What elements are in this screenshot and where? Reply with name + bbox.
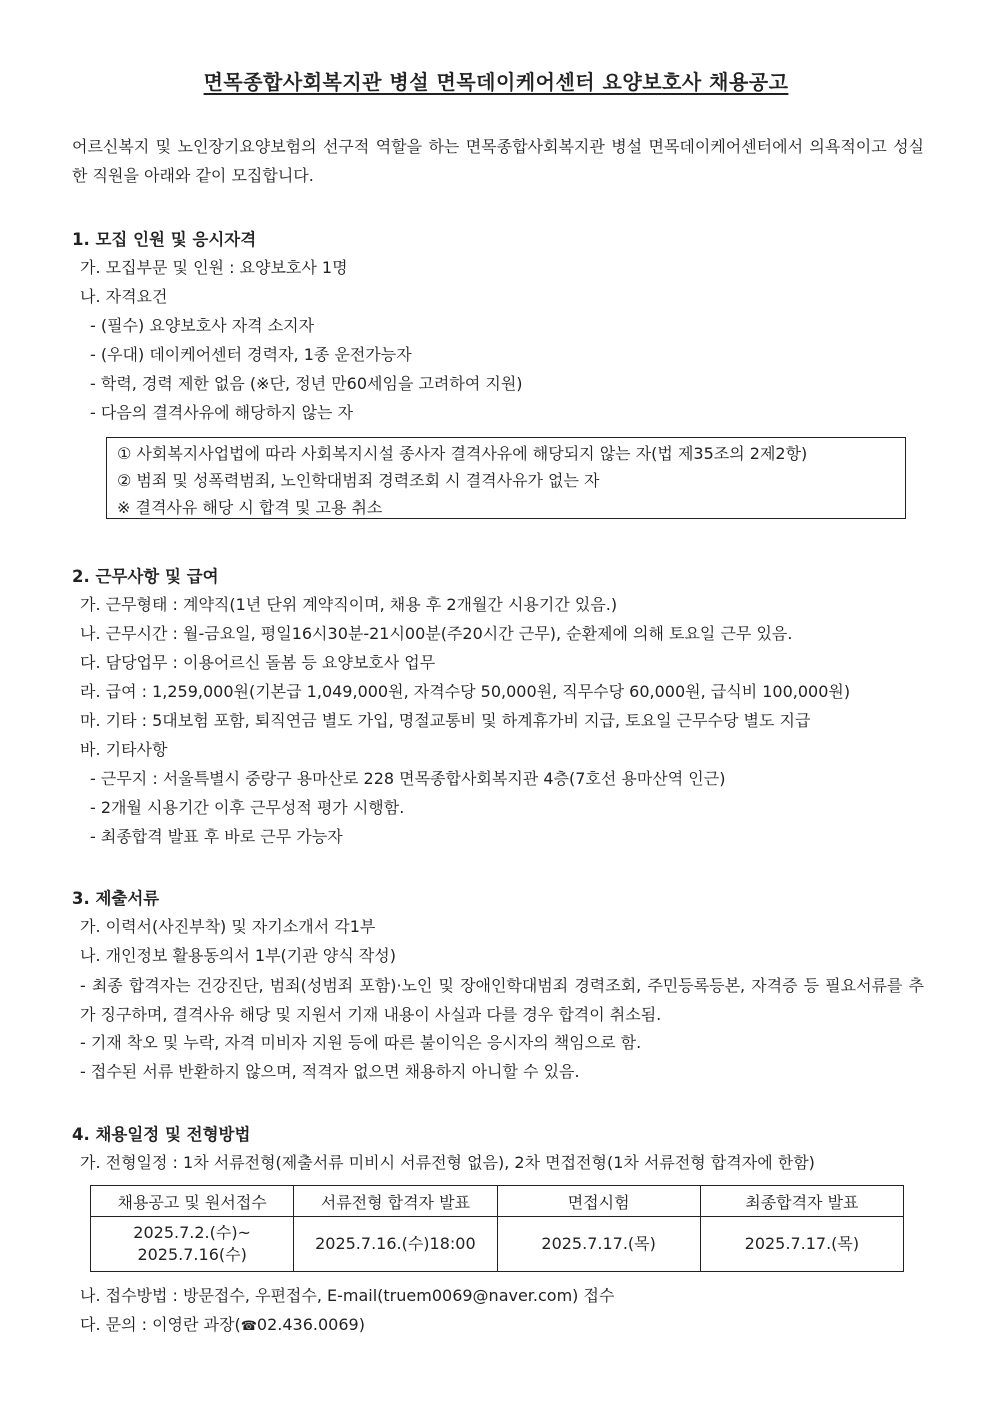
- application-start: 2025.7.2.(수)~: [133, 1223, 251, 1242]
- s4-item-b: 나. 접수방법 : 방문접수, 우편접수, E-mail(truem0069@naver.com) 접수: [80, 1286, 615, 1305]
- s3-note-3: - 접수된 서류 반환하지 않으며, 적격자 없으면 채용하지 아니할 수 있음.: [80, 1062, 580, 1081]
- section-3-heading: 3. 제출서류: [72, 889, 160, 908]
- s1-item-a: 가. 모집부문 및 인원 : 요양보호사 1명: [80, 258, 348, 277]
- schedule-header-cell: 채용공고 및 원서접수: [91, 1186, 294, 1217]
- schedule-header-row: [91, 1186, 904, 1217]
- s4-item-c: [80, 1312, 365, 1335]
- disqualification-item-2: ② 범죄 및 성폭력범죄, 노인학대범죄 경력조회 시 결격사유가 없는 자: [117, 471, 600, 490]
- s2-item-f3: - 최종합격 발표 후 바로 근무 가능자: [90, 827, 343, 846]
- schedule-cell-document-result: 2025.7.16.(수)18:00: [294, 1217, 497, 1272]
- disqualification-box: [106, 437, 906, 519]
- schedule-cell-application-period: [91, 1217, 294, 1272]
- s2-item-d: 라. 급여 : 1,259,000원(기본급 1,049,000원, 자격수당 50,000원, 직무수당 60,000원, 급식비 100,000원): [80, 682, 851, 701]
- schedule-cell-interview: 2025.7.17.(목): [497, 1217, 700, 1272]
- s2-item-f: 바. 기타사항: [80, 740, 168, 759]
- s3-item-b: 나. 개인정보 활용동의서 1부(기관 양식 작성): [80, 946, 396, 965]
- s1-item-b3: - 학력, 경력 제한 없음 (※단, 정년 만60세임을 고려하여 지원): [90, 374, 523, 393]
- intro-paragraph: 어르신복지 및 노인장기요양보험의 선구적 역할을 하는 면목종합사회복지관 병설 면목데이케어센터에서 의욕적이고 성실한 직원을 아래와 같이 모집합니다.: [72, 137, 924, 185]
- s3-item-a: 가. 이력서(사진부착) 및 자기소개서 각1부: [80, 917, 376, 936]
- section-1-heading: 1. 모집 인원 및 응시자격: [72, 230, 257, 249]
- disqualification-note: ※ 결격사유 해당 시 합격 및 고용 취소: [117, 498, 383, 517]
- schedule-header-cell: 서류전형 합격자 발표: [294, 1186, 497, 1217]
- section-2-heading: 2. 근무사항 및 급여: [72, 567, 219, 586]
- schedule-table: [90, 1185, 904, 1272]
- disqualification-item-1: ① 사회복지사업법에 따라 사회복지시설 종사자 결격사유에 해당되지 않는 자(법 제35조의 2제2항): [117, 444, 808, 463]
- s1-item-b1: - (필수) 요양보호사 자격 소지자: [90, 316, 315, 335]
- s1-item-b: 나. 자격요건: [80, 287, 168, 306]
- schedule-cell-final-result: 2025.7.17.(목): [700, 1217, 903, 1272]
- section-4-heading: 4. 채용일정 및 전형방법: [72, 1125, 251, 1144]
- s3-note-2: - 기재 착오 및 누락, 자격 미비자 지원 등에 따른 불이익은 응시자의 책임으로 함.: [80, 1033, 642, 1052]
- page-title: 면목종합사회복지관 병설 면목데이케어센터 요양보호사 채용공고: [203, 70, 789, 94]
- s4-item-a: 가. 전형일정 : 1차 서류전형(제출서류 미비시 서류전형 없음), 2차 면접전형(1차 서류전형 합격자에 한함): [80, 1153, 815, 1172]
- s2-item-a: 가. 근무형태 : 계약직(1년 단위 계약직이며, 채용 후 2개월간 시용기간 있음.): [80, 595, 618, 614]
- contact-phone: 02.436.0069): [256, 1315, 365, 1334]
- s3-note-1: - 최종 합격자는 건강진단, 범죄(성범죄 포함)·노인 및 장애인학대범죄 경력조회, 주민등록등본, 자격증 등 필요서류를 추가 징구하며, 결격사유 해당 및 지원서 기재 내용이 사실과 다를 경우 합격이 취소됨.: [80, 976, 924, 1024]
- s1-item-b4: - 다음의 결격사유에 해당하지 않는 자: [90, 403, 354, 422]
- phone-icon: ☎: [240, 1319, 257, 1334]
- s1-item-b2: - (우대) 데이케어센터 경력자, 1종 운전가능자: [90, 345, 412, 364]
- s2-item-b: 나. 근무시간 : 월-금요일, 평일16시30분-21시00분(주20시간 근무), 순환제에 의해 토요일 근무 있음.: [80, 624, 793, 643]
- s2-item-e: 마. 기타 : 5대보험 포함, 퇴직연금 별도 가입, 명절교통비 및 하계휴가비 지급, 토요일 근무수당 별도 지급: [80, 711, 811, 730]
- schedule-header-cell: 최종합격자 발표: [700, 1186, 903, 1217]
- s2-item-f1: - 근무지 : 서울특별시 중랑구 용마산로 228 면목종합사회복지관 4층(7호선 용마산역 인근): [90, 769, 726, 788]
- s2-item-c: 다. 담당업무 : 이용어르신 돌봄 등 요양보호사 업무: [80, 653, 436, 672]
- contact-label: 다. 문의 : 이영란 과장(: [80, 1315, 241, 1334]
- application-end: 2025.7.16(수): [137, 1245, 247, 1264]
- schedule-data-row: [91, 1217, 904, 1272]
- schedule-header-cell: 면접시험: [497, 1186, 700, 1217]
- s2-item-f2: - 2개월 시용기간 이후 근무성적 평가 시행함.: [90, 798, 405, 817]
